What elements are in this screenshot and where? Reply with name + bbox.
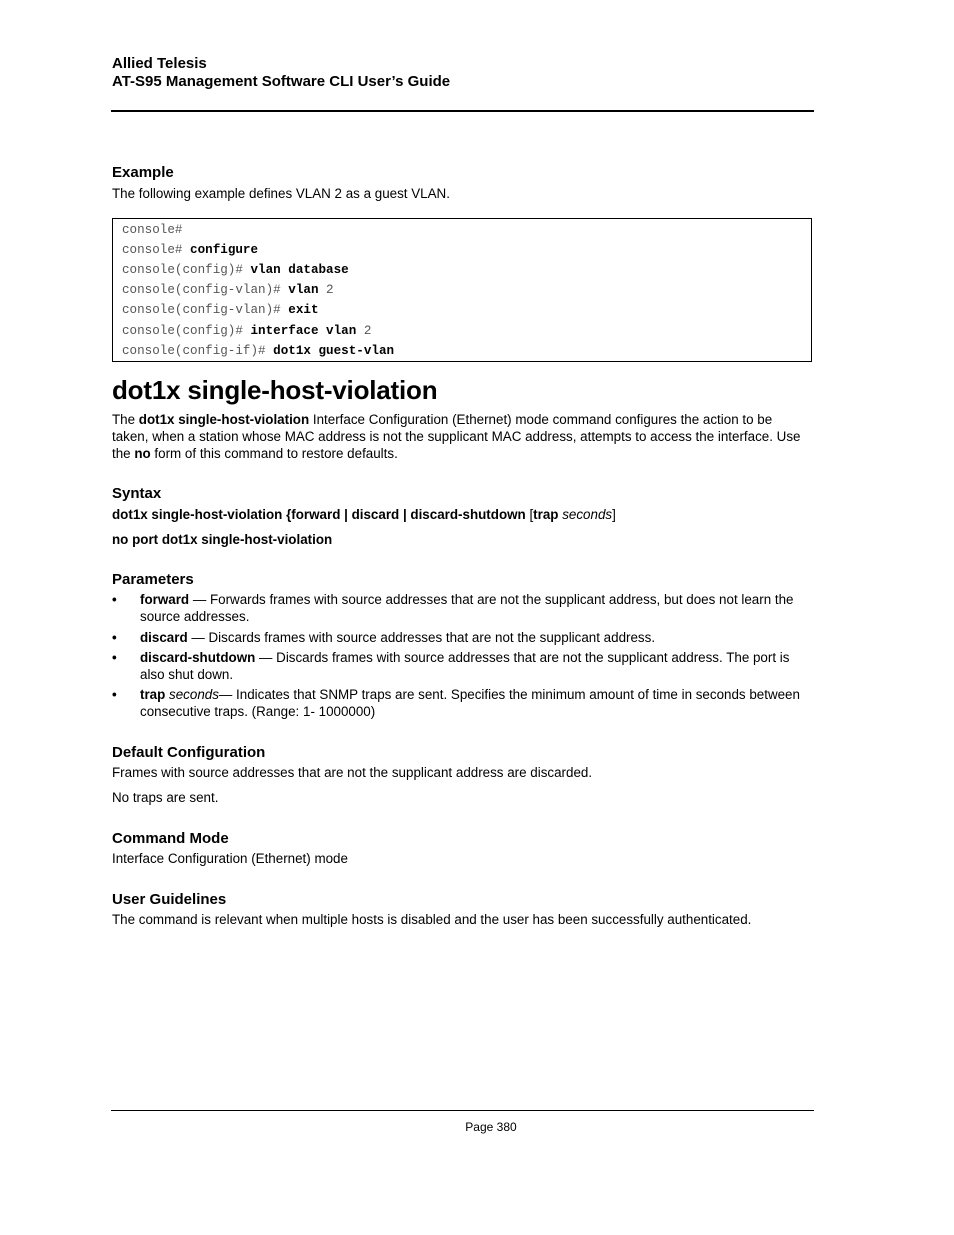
intro-text: form of this command to restore defaults. xyxy=(150,446,398,461)
default-configuration-heading: Default Configuration xyxy=(112,744,266,761)
parameter-description: — Indicates that SNMP traps are sent. Specifies the minimum amount of time in seconds between consecutive traps. (Range: 1- 1000000) xyxy=(140,687,800,719)
parameter-term: forward xyxy=(140,592,190,607)
parameter-item xyxy=(140,591,812,625)
code-arg: 2 xyxy=(318,283,334,297)
company-name: Allied Telesis xyxy=(112,55,207,72)
code-command: configure xyxy=(190,243,259,257)
code-line xyxy=(122,262,349,278)
parameters-heading: Parameters xyxy=(112,571,194,588)
code-line xyxy=(122,282,334,298)
code-command: dot1x guest-vlan xyxy=(273,344,395,358)
intro-text: Interface Configuration (Ethernet) mode command configures the action to be taken, when a station whose MAC address is not the supplicant MAC address, attempts to access the interface. Use the xyxy=(112,412,801,461)
code-prompt: console(config)# xyxy=(122,324,251,338)
intro-command-name: dot1x single-host-violation xyxy=(138,412,310,427)
syntax-bracket: [ xyxy=(525,507,534,522)
code-block xyxy=(112,218,812,362)
syntax-line-1 xyxy=(112,506,812,523)
parameter-term-italic: seconds xyxy=(165,687,219,702)
command-mode-heading: Command Mode xyxy=(112,830,229,847)
guide-title: AT-S95 Management Software CLI User’s Guide xyxy=(112,73,451,90)
user-guidelines-text: The command is relevant when multiple hosts is disabled and the user has been successfully authenticated. xyxy=(112,912,752,927)
code-command: vlan xyxy=(288,283,319,297)
code-line xyxy=(122,222,182,238)
syntax-bracket: ] xyxy=(612,507,616,522)
code-prompt: console(config-if)# xyxy=(122,344,274,358)
code-prompt: console(config-vlan)# xyxy=(122,283,289,297)
command-title: dot1x single-host-violation xyxy=(112,375,438,405)
parameter-item xyxy=(140,629,812,646)
code-command: interface vlan xyxy=(250,324,357,338)
code-command: vlan database xyxy=(250,263,349,277)
code-prompt: console# xyxy=(122,223,183,237)
code-line xyxy=(122,343,394,359)
command-mode-text: Interface Configuration (Ethernet) mode xyxy=(112,851,348,866)
command-intro xyxy=(112,411,812,462)
code-line xyxy=(122,323,371,339)
parameter-term: discard-shutdown xyxy=(140,650,256,665)
bullet: • xyxy=(112,592,117,607)
code-line xyxy=(122,302,319,318)
code-prompt: console# xyxy=(122,243,191,257)
code-prompt: console(config-vlan)# xyxy=(122,303,289,317)
code-command: exit xyxy=(288,303,319,317)
parameter-description: — Discards frames with source addresses that are not the supplicant address. The port is also shut down. xyxy=(140,650,790,682)
syntax-command: dot1x single-host-violation {forward | discard | discard-shutdown xyxy=(112,507,526,522)
code-prompt: console(config)# xyxy=(122,263,251,277)
parameter-item xyxy=(140,649,812,683)
header-rule xyxy=(111,110,814,112)
code-arg: 2 xyxy=(356,324,372,338)
parameter-term: trap xyxy=(140,687,166,702)
parameter-term: discard xyxy=(140,630,188,645)
user-guidelines-heading: User Guidelines xyxy=(112,891,227,908)
intro-no-keyword: no xyxy=(134,446,151,461)
bullet: • xyxy=(112,630,117,645)
parameter-item xyxy=(140,686,812,720)
bullet: • xyxy=(112,650,117,665)
syntax-seconds: seconds xyxy=(562,507,613,522)
footer-rule xyxy=(111,1110,814,1111)
bullet: • xyxy=(112,687,117,702)
example-text: The following example defines VLAN 2 as a guest VLAN. xyxy=(112,186,450,201)
code-line xyxy=(122,242,258,258)
parameter-description: — Discards frames with source addresses that are not the supplicant address. xyxy=(187,630,656,645)
page-number: Page 380 xyxy=(465,1120,517,1134)
default-configuration-line: No traps are sent. xyxy=(112,790,219,805)
example-heading: Example xyxy=(112,164,174,181)
intro-text: The xyxy=(112,412,139,427)
default-configuration-line: Frames with source addresses that are not the supplicant address are discarded. xyxy=(112,765,593,780)
parameter-description: — Forwards frames with source addresses that are not the supplicant address, but does not learn the source addresses. xyxy=(140,592,794,624)
syntax-heading: Syntax xyxy=(112,485,162,502)
syntax-line-2: no port dot1x single-host-violation xyxy=(112,532,333,547)
syntax-trap: trap xyxy=(533,507,559,522)
